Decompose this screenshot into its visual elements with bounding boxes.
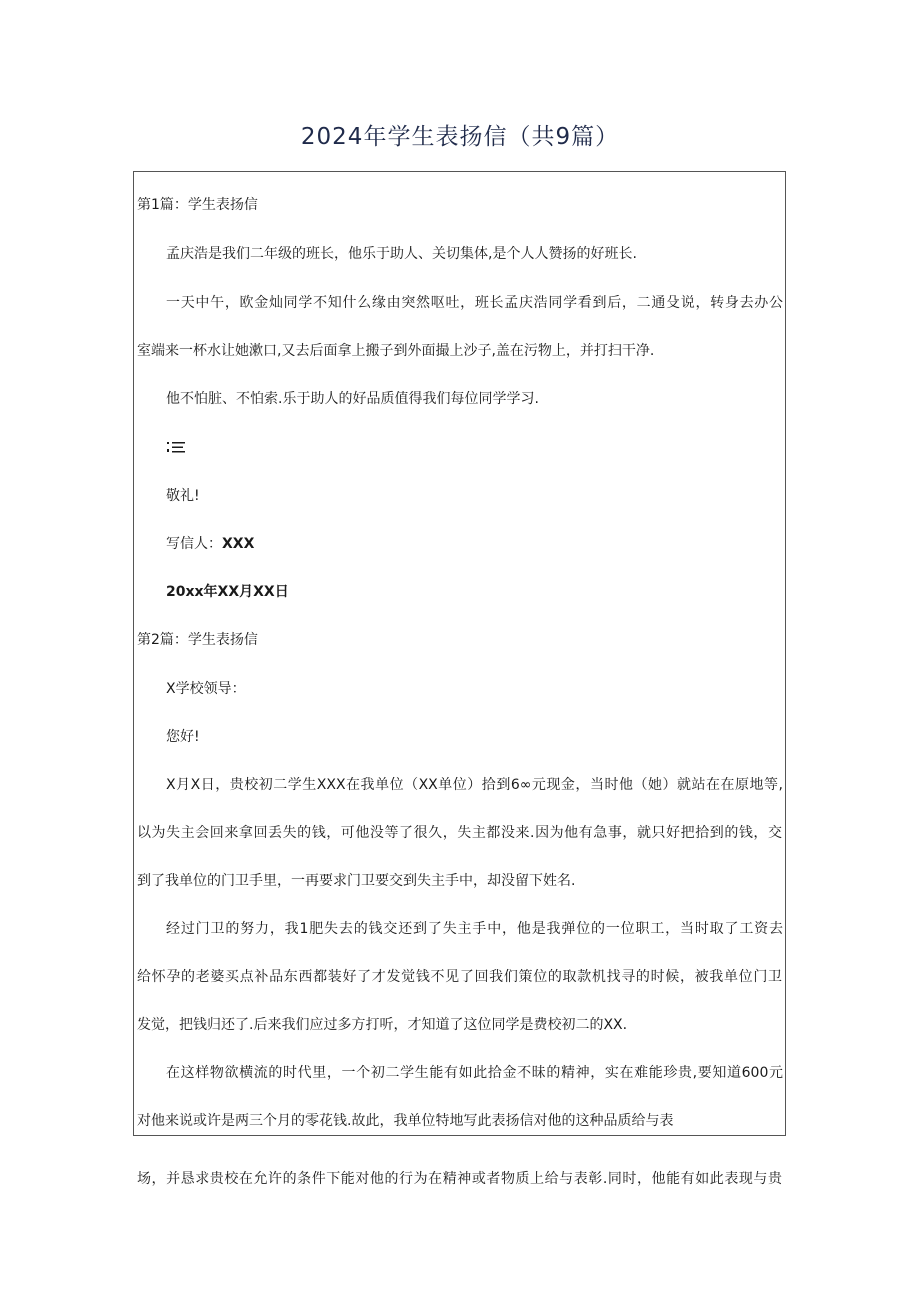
letter-2-paragraph-2-line-3: 发觉，把钱归还了.后来我们应过多方打听，才知道了这位同学是费校初二的XX. bbox=[137, 1017, 628, 1033]
writer-label: 写信人： bbox=[166, 536, 222, 552]
letter-1-signature bbox=[166, 534, 254, 554]
letter-2-paragraph-3-line-3: 场，并恳求贵校在允许的条件下能对他的行为在精神或者物质上给与表彰.同时，他能有如此表现与贵 bbox=[137, 1171, 782, 1187]
list-icon bbox=[167, 440, 185, 454]
letter-2-paragraph-1-line-2: 以为失主会回来拿回丢失的钱，可他没等了很久，失主都没来.因为他有急事，就只好把拾到的钱，交 bbox=[137, 825, 782, 841]
letter-2-heading: 第2篇：学生表扬信 bbox=[137, 632, 258, 648]
letter-1-paragraph-3: 他不怕脏、不怕索.乐于助人的好品质值得我们每位同学学习. bbox=[166, 391, 539, 407]
document-title: 2024年学生表扬信（共9篇） bbox=[300, 124, 620, 150]
letter-1-paragraph-2-line-2: 室端来一杯水让她漱口,又去后面拿上搬子到外面撮上沙子,盖在污物上，并打扫干净. bbox=[137, 343, 655, 359]
letter-2-paragraph-3-line-2: 对他来说或许是两三个月的零花钱.故此，我单位特地写此表扬信对他的这种品质给与表 bbox=[137, 1113, 674, 1129]
writer-name: XXX bbox=[222, 536, 255, 552]
letter-1-heading: 第1篇：学生表扬信 bbox=[137, 197, 258, 213]
letter-2-salutation: X学校领导： bbox=[166, 681, 246, 697]
letter-1-paragraph-1: 孟庆浩是我们二年级的班长，他乐于助人、关切集体,是个人人赞扬的好班长. bbox=[166, 246, 637, 262]
content-frame bbox=[133, 171, 786, 1136]
letter-2-paragraph-1-line-3: 到了我单位的门卫手里，一再要求门卫要交到失主手中，却没留下姓名. bbox=[137, 873, 576, 889]
letter-2-paragraph-1-line-1: X月X日，贵校初二学生XXX在我单位（XX单位）拾到6∞元现金，当时他（她）就站在在原地等, bbox=[166, 777, 783, 793]
letter-2-paragraph-3-line-1: 在这样物欲横流的时代里，一个初二学生能有如此拾金不昧的精神，实在难能珍贵,要知道600元 bbox=[166, 1065, 783, 1081]
letter-2-greeting: 您好! bbox=[166, 729, 200, 745]
letter-1-closing: 敬礼! bbox=[166, 488, 200, 504]
letter-2-paragraph-2-line-1: 经过门卫的努力，我1肥失去的钱交还到了失主手中，他是我弹位的一位职工，当时取了工资去 bbox=[166, 921, 783, 937]
letter-2-paragraph-2-line-2: 给怀孕的老婆买点补品东西都装好了才发觉钱不见了回我们策位的取款机找寻的时候，被我单位门卫 bbox=[137, 969, 782, 985]
letter-1-date: 20xx年XX月XX日 bbox=[166, 584, 289, 600]
letter-1-paragraph-2-line-1: 一天中午，欧金灿同学不知什么缘由突然呕吐，班长孟庆浩同学看到后，二通殳说，转身去办公 bbox=[166, 295, 783, 311]
